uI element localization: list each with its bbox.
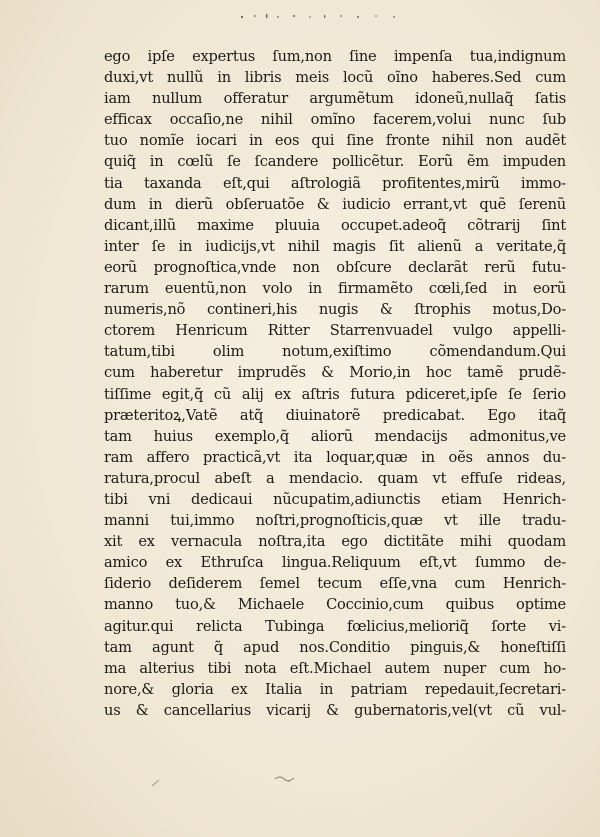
text-line: ma alterius tibi nota eſt.Michael autem nuper cum ho- bbox=[104, 659, 566, 677]
text-line: ctorem Henricum Ritter Starrenvuadel vulgo appelli- bbox=[104, 322, 566, 340]
text-line: tam huius exemplo,q̃ aliorũ mendacijs admonitus,ve bbox=[104, 427, 566, 445]
bottom-margin-ink-mark bbox=[272, 772, 298, 784]
latin-text-block bbox=[104, 46, 566, 721]
text-line: inter ſe in iudicijs,vt nihil magis ſit alienũ a veritate,q̃ bbox=[104, 237, 566, 255]
text-line: quiq̃ in cœlũ ſe ſcandere pollicẽtur. Eorũ ẽm impuden bbox=[104, 153, 566, 171]
text-line: rarum euentũ,non volo in firmamẽto cœli,ſed in eorũ bbox=[104, 280, 566, 298]
text-line: tibi vni dedicaui nũcupatim,adiunctis etiam Henrich- bbox=[104, 490, 566, 508]
text-line: efficax occaſio,ne nihil omĩno facerem,volui nunc ſub bbox=[104, 111, 566, 129]
text-line: tam agunt q̃ apud nos.Conditio pinguis,& honeſtiſſi bbox=[104, 638, 566, 656]
text-line: us & cancellarius vicarij & gubernatoris,vel(vt cũ vul- bbox=[104, 701, 566, 719]
text-line: tuo nomĩe iocari in eos qui ſine fronte nihil non audẽt bbox=[104, 132, 566, 150]
top-margin-ink-marks bbox=[238, 8, 408, 22]
text-line: manni tui,immo noſtri,prognoſticis,quæ vt ille tradu- bbox=[104, 512, 566, 530]
text-line: cum haberetur imprudẽs & Morio,in hoc tamẽ prudẽ- bbox=[104, 364, 566, 382]
text-line: tiſſime egit,q̃ cũ alij ex aſtris futura pdiceret,ipſe ſe ſerio bbox=[104, 385, 566, 403]
text-line: dum in dierũ obſeruatõe & iudicio errant,vt quẽ ſerenũ bbox=[104, 195, 566, 213]
text-line: ſiderio deſiderem ſemel tecum eſſe,vna cum Henrich- bbox=[104, 575, 566, 593]
text-line: agitur.qui relicta Tubinga fœlicius,melioriq̃ ſorte vi- bbox=[104, 617, 566, 635]
bottom-left-ink-mark bbox=[150, 778, 162, 788]
text-line: præteritoꝝ,Vatẽ atq̃ diuinatorẽ predicabat. Ego itaq̃ bbox=[104, 406, 566, 424]
text-line: nore,& gloria ex Italia in patriam repedauit,ſecretari- bbox=[104, 680, 566, 698]
text-line: amico ex Ethruſca lingua.Reliquum eſt,vt ſummo de- bbox=[104, 554, 566, 572]
text-line: duxi,vt nullũ in libris meis locũ oĩno haberes.Sed cum bbox=[104, 69, 566, 87]
text-line: numeris,nõ contineri,his nugis & ſtrophis motus,Do- bbox=[104, 301, 566, 319]
text-line: eorũ prognoſtica,vnde non obſcure declarãt rerũ futu- bbox=[104, 258, 566, 276]
text-line: ratura,procul abeſt a mendacio. quam vt effuſe rideas, bbox=[104, 469, 566, 487]
text-line: dicant,illũ maxime pluuia occupet.adeoq̃ cõtrarij ſint bbox=[104, 216, 566, 234]
text-line: manno tuo,& Michaele Coccinio,cum quibus optime bbox=[104, 596, 566, 614]
text-line: iam nullum offeratur argumẽtum idoneũ,nullaq̃ ſatis bbox=[104, 90, 566, 108]
text-line: ego ipſe expertus ſum,non ſine impenſa tua,indignum bbox=[104, 48, 566, 65]
text-line: tia taxanda eſt,qui aſtrologiã profitentes,mirũ immo- bbox=[104, 174, 566, 192]
text-line: ram affero practicã,vt ita loquar,quæ in oẽs annos du- bbox=[104, 448, 566, 466]
text-line: xit ex vernacula noſtra,ita ego dictitãte mihi quodam bbox=[104, 533, 566, 551]
text-line: tatum,tibi olim notum,exiſtimo cõmendandum.Qui bbox=[104, 343, 566, 361]
